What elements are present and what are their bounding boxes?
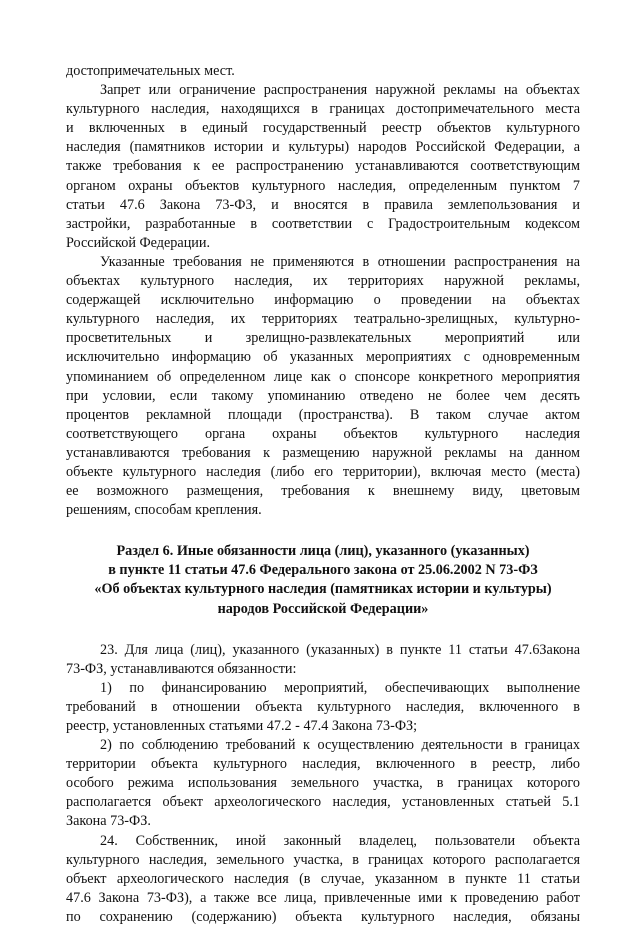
text-line: соответствующего органа охраны объектов культурного наследия: [66, 425, 580, 442]
text-line: требований в отношении объекта культурного наследия, включенного в: [66, 698, 580, 715]
text-line: объектах культурного наследия, их территориях наружной рекламы,: [66, 273, 580, 290]
text-line: содержащей исключительно информацию о проведении на объектах: [66, 292, 580, 309]
text-line: исключительно информацию об указанных мероприятиях с одновременным: [66, 349, 580, 366]
heading-line: в пункте 11 статьи 47.6 Федерального закона от 25.06.2002 N 73-ФЗ: [108, 562, 538, 579]
text-line: 47.6 Закона 73-ФЗ), а также все лица, привлеченные ими к проведению работ: [66, 889, 580, 906]
text-line: органом охраны объектов культурного наследия, определенным пунктом 7: [66, 177, 580, 194]
section-heading: [66, 542, 580, 618]
text-line: 2) по соблюдению требований к осуществлению деятельности в границах: [100, 737, 580, 754]
text-line: Закона 73-ФЗ.: [66, 813, 151, 830]
spacer: [66, 619, 580, 641]
paragraph: [66, 253, 580, 520]
text-line: также требования к ее распространению устанавливаются соответствующим: [66, 158, 580, 175]
text-line: культурного наследия, находящихся в границах достопримечательного места: [66, 101, 580, 118]
text-line: Российской Федерации.: [66, 234, 211, 251]
text-line: объекте культурного наследия (либо его территории), включая место (места): [66, 463, 580, 480]
text-line: особого режима использования земельного участка, в границах которого: [66, 775, 580, 792]
heading-line: народов Российской Федерации»: [217, 600, 429, 617]
paragraph: [66, 736, 580, 831]
text-line: ее возможного размещения, требования к внешнему виду, цветовым: [66, 483, 580, 500]
text-line: решениям, способам крепления.: [66, 502, 262, 519]
text-line: 73-ФЗ, устанавливаются обязанности:: [66, 660, 297, 677]
text-line: культурного наследия, их территориях театрально-зрелищных, культурно-: [66, 311, 580, 328]
text-line: упоминанием об определенном лице как о спонсоре конкретного мероприятия: [66, 368, 580, 385]
text-line: устанавливаются требования к размещению наружной рекламы на данном: [66, 444, 580, 461]
text-line: при условии, если такому упоминанию отведено не более чем десять: [66, 387, 580, 404]
text-line: располагается объект археологического наследия, установленных статьей 5.1: [66, 794, 580, 811]
paragraph: [66, 832, 580, 927]
paragraph: [66, 62, 580, 81]
text-line: 24. Собственник, иной законный владелец, пользователи объекта: [100, 832, 580, 849]
spacer: [66, 520, 580, 542]
text-line: Запрет или ограничение распространения наружной рекламы на объектах: [100, 82, 580, 99]
text-line: реестр, установленных статьями 47.2 - 47.4 Закона 73-ФЗ;: [66, 718, 418, 734]
text-line: культурного наследия, земельного участка, в границах которого располагается: [66, 851, 580, 868]
text-line: объект археологического наследия (в случае, указанном в пункте 11 статьи: [66, 870, 580, 887]
text-line: статьи 47.6 Закона 73-ФЗ, и вносятся в правила землепользования и: [66, 196, 580, 213]
text-line: по сохранению (содержанию) объекта культурного наследия, обязаны: [66, 908, 580, 925]
document-page: [66, 62, 580, 927]
text-line: Указанные требования не применяются в отношении распространения на: [100, 253, 580, 270]
paragraph: [66, 81, 580, 253]
text-line: 1) по финансированию мероприятий, обеспечивающих выполнение: [100, 679, 580, 696]
paragraph: [66, 679, 580, 736]
heading-line: Раздел 6. Иные обязанности лица (лиц), указанного (указанных): [116, 543, 530, 560]
heading-line: «Об объектах культурного наследия (памятниках истории и культуры): [94, 581, 552, 598]
text-line: достопримечательных мест.: [66, 63, 235, 79]
text-line: 23. Для лица (лиц), указанного (указанных) в пункте 11 статьи 47.6Закона: [100, 641, 580, 658]
text-line: застройки, разработанные в соответствии с Градостроительным кодексом: [66, 215, 580, 232]
text-line: территории объекта культурного наследия, включенного в реестр, либо: [66, 756, 580, 773]
text-line: наследия (памятников истории и культуры) народов Российской Федерации, а: [66, 139, 580, 156]
text-line: и включенных в единый государственный реестр объектов культурного: [66, 120, 580, 137]
text-line: просветительных и зрелищно-развлекательных мероприятий или: [66, 330, 580, 347]
paragraph: [66, 641, 580, 679]
text-line: процентов рекламной площади (пространства). В таком случае актом: [66, 406, 580, 423]
